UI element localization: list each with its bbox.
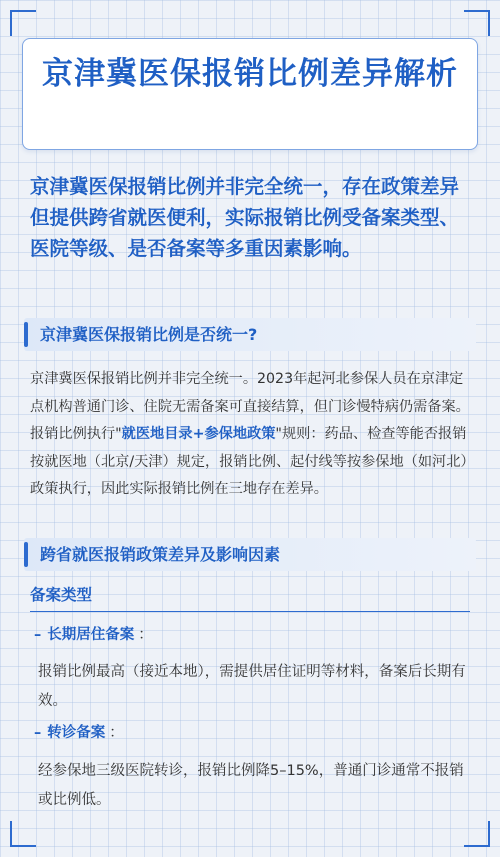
- filing-type-label: 转诊备案: [47, 725, 106, 741]
- filing-type-description: 报销比例最高（接近本地），需提供居住证明等材料，备案后长期有效。: [38, 664, 466, 709]
- section-paragraph: [30, 366, 476, 504]
- filing-type-referral: [34, 722, 124, 744]
- list-dash: –: [34, 725, 42, 741]
- filing-type-label: 长期居住备案: [47, 627, 135, 643]
- filing-type-description: 经参保地三级医院转诊，报销比例降5–15%，普通门诊通常不报销或比例低。: [38, 763, 464, 808]
- paragraph-text-after: "规则：药品、检查等能否报销按就医地（北京/天津）规定，报销比例、起付线等按参保地（如河北）政策执行，因此实际报销比例在三地存在差异。: [30, 426, 475, 497]
- corner-bottom-left: [10, 821, 36, 847]
- heading-accent-bar: [24, 542, 28, 567]
- page-title: 京津冀医保报销比例差异解析: [42, 56, 458, 92]
- corner-bottom-right: [464, 821, 490, 847]
- subsection-heading: [30, 581, 470, 612]
- section-heading-unified: [24, 318, 476, 351]
- subsection-heading-text: 备案类型: [30, 586, 93, 604]
- list-dash: –: [34, 627, 42, 643]
- summary-text: 京津冀医保报销比例并非完全统一，存在政策差异但提供跨省就医便利，实际报销比例受备案类型、医院等级、是否备案等多重因素影响。: [30, 175, 460, 260]
- title-card: [22, 38, 478, 150]
- corner-top-left: [10, 10, 36, 36]
- label-colon: ：: [109, 725, 124, 741]
- section-heading-differences: [24, 538, 476, 571]
- section-heading-text: 京津冀医保报销比例是否统一?: [40, 325, 258, 344]
- filing-type-long-term: [34, 624, 153, 646]
- heading-accent-bar: [24, 322, 28, 347]
- section-heading-text: 跨省就医报销政策差异及影响因素: [40, 545, 281, 564]
- label-colon: ：: [138, 627, 153, 643]
- corner-top-right: [464, 10, 490, 36]
- paragraph-text-before: 京津冀医保报销比例并非完全统一。2023年起河北参保人员在京津定点机构普通门诊、住院无需备案可直接结算，但门诊慢特病仍需备案。报销比例执行": [30, 371, 470, 442]
- policy-highlight: 就医地目录+参保地政策: [121, 426, 276, 442]
